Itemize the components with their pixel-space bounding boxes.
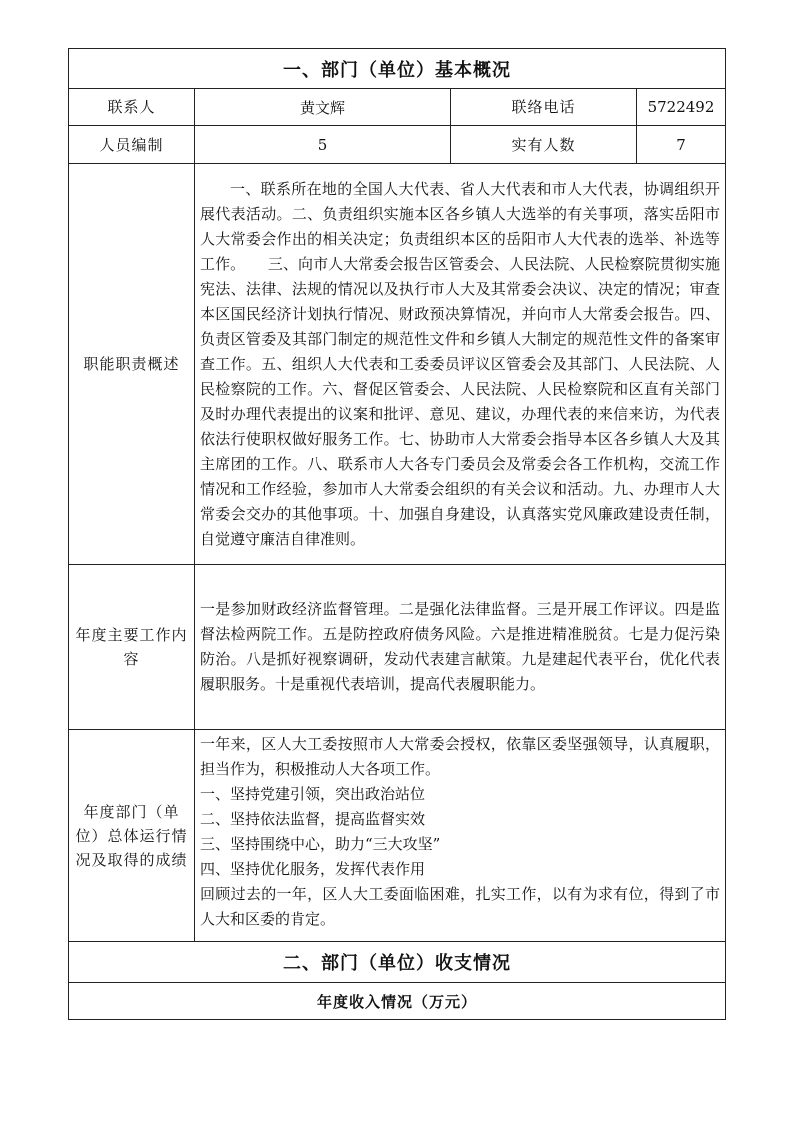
performance-intro: 一年来，区人大工委按照市人大常委会授权，依靠区委坚强领导，认真履职，担当作为，积极推动人大各项工作。 (200, 735, 720, 778)
income-title: 年度收入情况（万元） (68, 982, 726, 1020)
contact-label: 联系人 (68, 88, 195, 126)
performance-item: 四、坚持优化服务，发挥代表作用 (200, 860, 426, 878)
performance-item: 一、坚持党建引领，突出政治站位 (200, 785, 426, 803)
staff-quota-value: 5 (194, 125, 451, 164)
performance-label: 年度部门（单位）总体运行情况及取得的成绩 (68, 729, 195, 942)
actual-staff-label: 实有人数 (450, 125, 637, 164)
annual-work-text: 一是参加财政经济监督管理。二是强化法律监督。三是开展工作评议。四是监督法检两院工作。五是防控政府债务风险。六是推进精准脱贫。七是力促污染防治。八是抓好视察调研，发动代表建言献策。九是建起代表平台，优化代表履职服务。十是重视代表培训，提高代表履职能力。 (200, 600, 720, 693)
section1-title: 一、部门（单位）基本概况 (68, 48, 726, 89)
phone-label: 联络电话 (450, 88, 637, 126)
section2-title: 二、部门（单位）收支情况 (68, 941, 726, 983)
performance-item: 二、坚持依法监督，提高监督实效 (200, 810, 426, 828)
performance-cell (194, 729, 726, 942)
basic-info-form (68, 48, 726, 1020)
annual-work-label: 年度主要工作内容 (68, 564, 195, 730)
actual-staff-value: 7 (636, 125, 726, 164)
annual-work-cell (194, 564, 726, 730)
staff-quota-label: 人员编制 (68, 125, 195, 164)
phone-value: 5722492 (636, 88, 726, 126)
duties-label: 职能职责概述 (68, 163, 195, 565)
duties-text: 一、联系所在地的全国人大代表、省人大代表和市人大代表，协调组织开展代表活动。二、负责组织实施本区各乡镇人大选举的有关事项，落实岳阳市人大常委会作出的相关决定；负责组织本区的岳阳市人大代表的选举、补选等工作。 三、向市人大常委会报告区管委会、人民法院、人民检察院贯彻实施宪法、法律、法规的情况以及执行市人大及其常委会决议、决定的情况；审查本区国民经济计划执行情况、财政预决算情况，并向市人大常委会报告。四、负责区管委及其部门制定的规范性文件和乡镇人大制定的规范性文件的备案审查工作。五、组织人大代表和工委委员评议区管委会及其部门、人民法院、人民检察院的工作。六、督促区管委会、人民法院、人民检察院和区直有关部门及时办理代表提出的议案和批评、意见、建议，办理代表的来信来访，为代表依法行使职权做好服务工作。七、协助市人大常委会指导本区各乡镇人大及其主席团的工作。八、联系市人大各专门委员会及常委会各工作机构，交流工作情况和工作经验，参加市人大常委会组织的有关会议和活动。九、办理市人大常委会交办的其他事项。十、加强自身建设，认真落实党风廉政建设责任制，自觉遵守廉洁自律准则。 (200, 179, 720, 548)
performance-summary: 回顾过去的一年，区人大工委面临困难，扎实工作，以有为求有位，得到了市人大和区委的肯定。 (200, 885, 720, 928)
contact-value: 黄文辉 (194, 88, 451, 126)
duties-cell (194, 163, 726, 565)
performance-item: 三、坚持围绕中心，助力“三大攻坚” (200, 835, 441, 853)
